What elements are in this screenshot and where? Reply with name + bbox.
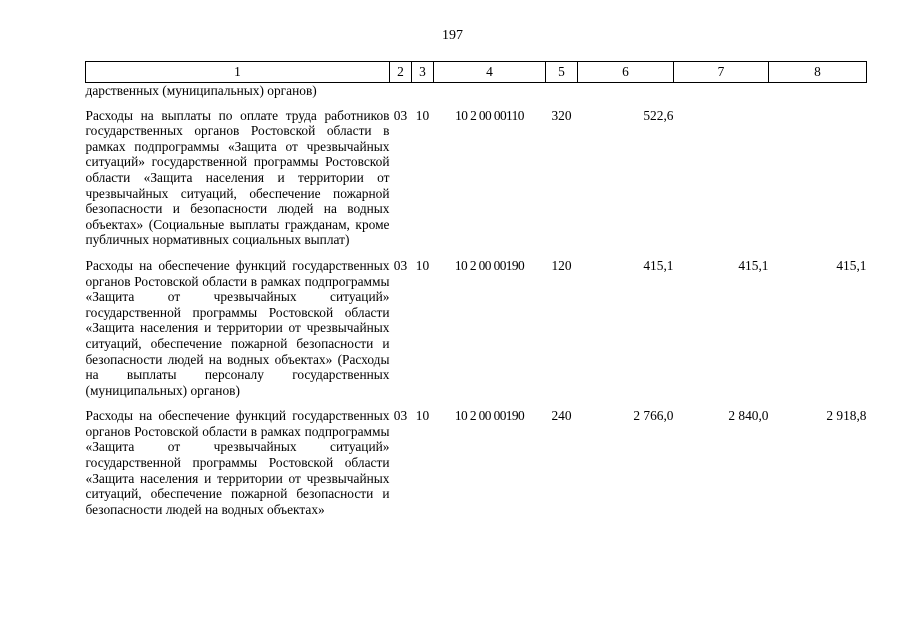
subsection-code: 10 [415, 257, 430, 273]
amount-year-2: 2 840,0 [728, 408, 769, 424]
amount-year-1: 415,1 [643, 257, 674, 273]
amount-year-3: 2 918,8 [826, 408, 867, 424]
page-number: 197 [442, 28, 463, 43]
target-article-code: 10 2 00 00190 [454, 257, 525, 273]
target-article-code: 10 2 00 00190 [454, 408, 525, 424]
subsection-code: 10 [415, 408, 430, 424]
column-header: 8 [769, 62, 867, 83]
column-header: 6 [578, 62, 674, 83]
expense-type-code: 320 [551, 107, 572, 123]
column-header: 3 [412, 62, 434, 83]
amount-year-2: 415,1 [738, 257, 769, 273]
row-description: дарственных (муниципальных) органов) [85, 83, 317, 98]
column-header: 4 [434, 62, 546, 83]
amount-year-3: 415,1 [836, 257, 867, 273]
table-row [86, 404, 867, 523]
column-header: 5 [546, 62, 578, 83]
column-header: 1 [86, 62, 390, 83]
table-row [86, 254, 867, 404]
target-article-code: 10 2 00 00110 [455, 107, 524, 123]
row-description: Расходы на выплаты по оплате труда работников государственных органов Ростовской области в рамках подпрограммы «Защита от чрезвычайных ситуаций» государственной программы Ростовской области «Защита населения и территории от чрезвычайных ситуаций, обеспечение пожарной безопасности и безопасности людей на водных объектах» (Социальные выплаты гражданам, кроме публичных нормативных социальных выплат) [85, 107, 390, 248]
subsection-code: 10 [415, 107, 430, 123]
column-header: 2 [390, 62, 412, 83]
budget-table [85, 61, 867, 523]
table-row [86, 104, 867, 254]
section-code: 03 [393, 107, 408, 123]
amount-year-1: 522,6 [643, 107, 674, 123]
amount-year-3 [769, 104, 867, 254]
row-description: Расходы на обеспечение функций государственных органов Ростовской области в рамках подпрограммы «Защита от чрезвычайных ситуаций» государственной программы Ростовской области «Защита населения и территории от чрезвычайных ситуаций, обеспечение пожарной безопасности и безопасности людей на водных объектах» [85, 408, 390, 517]
table-header-row [86, 62, 867, 83]
amount-year-1: 2 766,0 [633, 408, 674, 424]
row-description: Расходы на обеспечение функций государственных органов Ростовской области в рамках подпрограммы «Защита от чрезвычайных ситуаций» государственной программы Ростовской области «Защита населения и территории от чрезвычайных ситуаций, обеспечение пожарной безопасности и безопасности людей на водных объектах» (Расходы на выплаты персоналу государственных (муниципальных) органов) [85, 257, 390, 398]
section-code: 03 [393, 408, 408, 424]
expense-type-code: 120 [551, 257, 572, 273]
table-row-continuation [86, 83, 867, 104]
amount-year-2 [674, 104, 769, 254]
expense-type-code: 240 [551, 408, 572, 424]
column-header: 7 [674, 62, 769, 83]
section-code: 03 [393, 257, 408, 273]
